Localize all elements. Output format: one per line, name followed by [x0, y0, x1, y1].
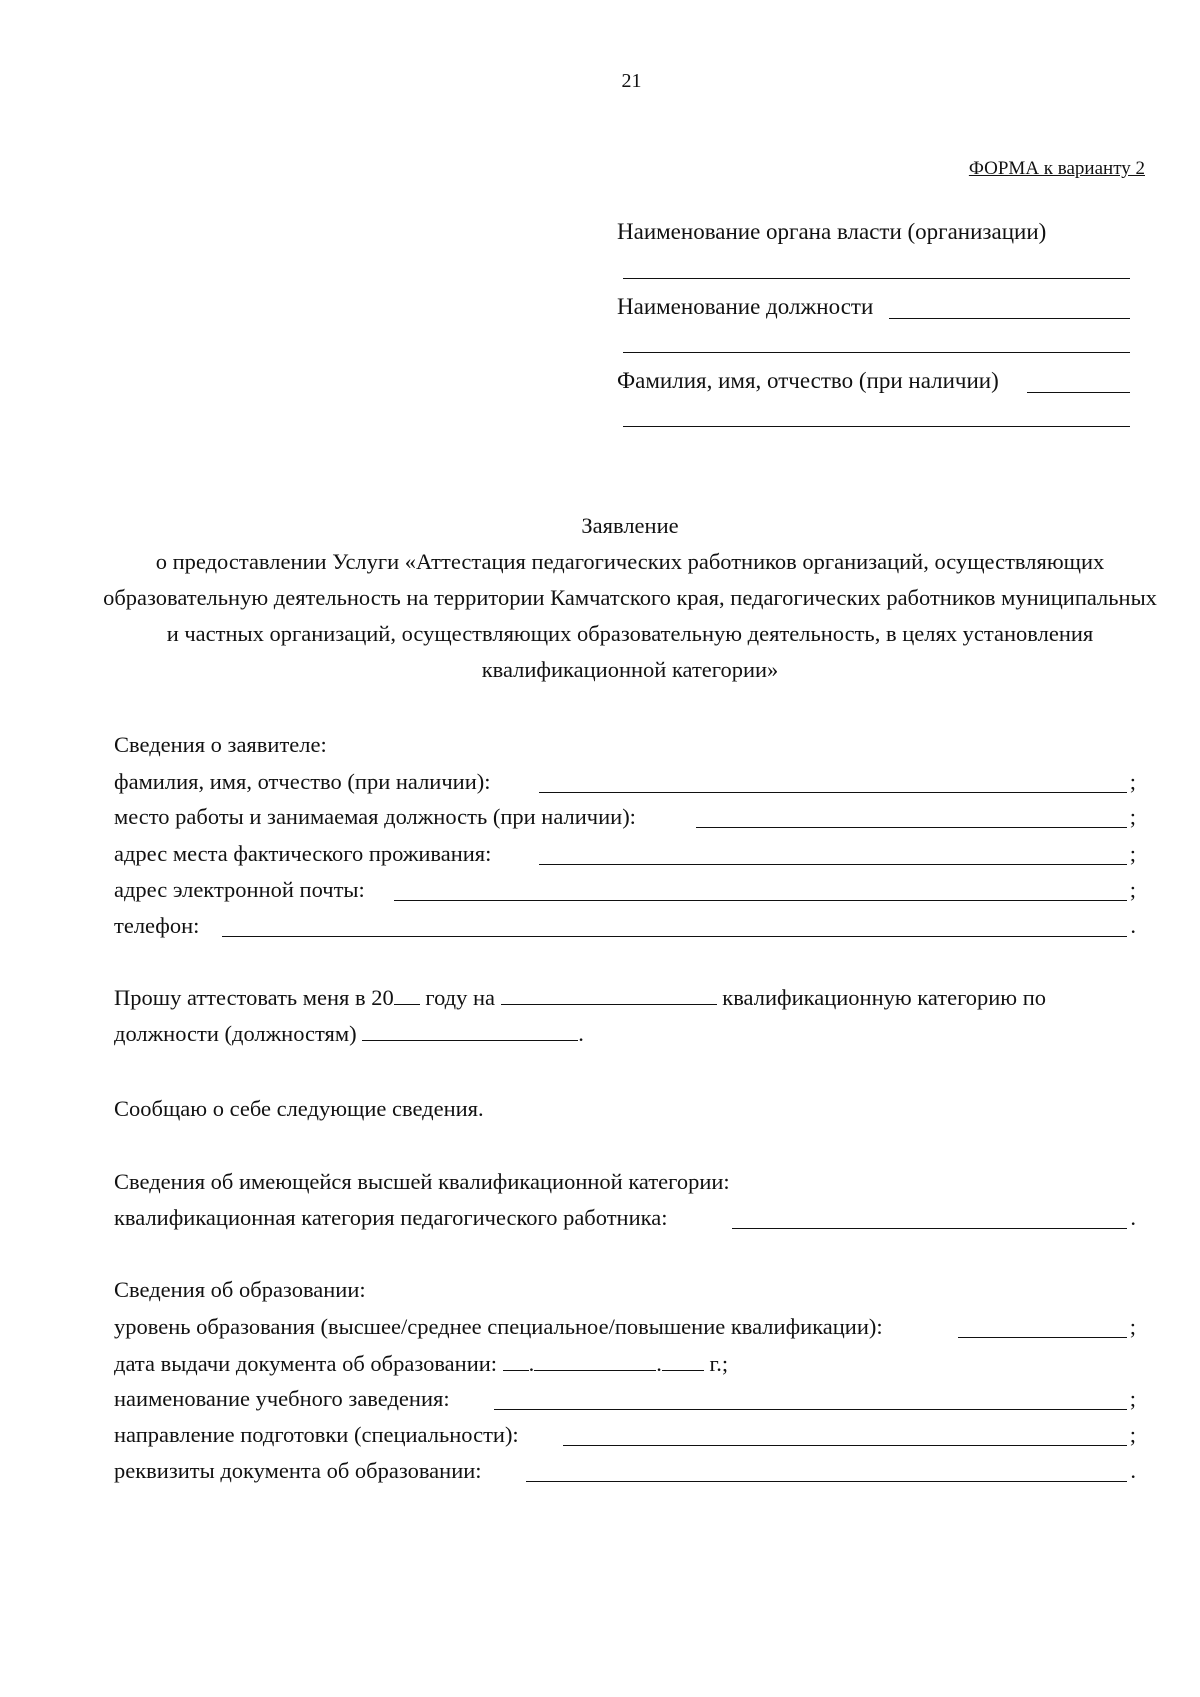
institution-field[interactable] [494, 1409, 1127, 1410]
applicant-fio-row [114, 767, 1136, 797]
direction-row [114, 1420, 1136, 1450]
semicolon: ; [1129, 1386, 1136, 1411]
applicant-fio-label: фамилия, имя, отчество (при наличии): [114, 769, 491, 794]
education-date-row [114, 1348, 728, 1379]
period: . [1130, 1458, 1136, 1483]
document-label: реквизиты документа об образовании: [114, 1458, 482, 1483]
position-field-2[interactable] [617, 326, 1130, 356]
applicant-phone-row [114, 911, 1136, 941]
education-level-row [114, 1312, 1136, 1342]
applicant-work-field[interactable] [696, 827, 1127, 828]
semicolon: ; [1129, 1422, 1136, 1447]
applicant-email-field[interactable] [394, 900, 1127, 901]
request-text-5: . [578, 1021, 584, 1046]
position-label: Наименование должности [617, 294, 874, 319]
request-line-2 [114, 1018, 584, 1049]
category-field[interactable] [732, 1228, 1127, 1229]
date-year-field[interactable] [662, 1348, 704, 1371]
direction-field[interactable] [563, 1445, 1127, 1446]
org-name-label: Наименование органа власти (организации) [617, 219, 1047, 244]
period: . [1130, 1205, 1136, 1230]
education-level-label: уровень образования (высшее/среднее специальное/повышение квалификации): [114, 1314, 883, 1339]
category-heading: Сведения об имеющейся высшей квалификационной категории: [114, 1169, 730, 1194]
applicant-fio-field[interactable] [539, 792, 1127, 793]
institution-row [114, 1384, 1136, 1414]
positions-field[interactable] [362, 1018, 578, 1041]
applicant-work-row [114, 802, 1136, 832]
org-name-line [617, 217, 1130, 247]
form-variant-label: ФОРМА к варианту 2 [968, 158, 1145, 179]
semicolon: ; [1129, 804, 1136, 829]
semicolon: ; [1129, 1314, 1136, 1339]
semicolon: ; [1129, 769, 1136, 794]
category-label: квалификационная категория педагогического работника: [114, 1205, 668, 1230]
semicolon: ; [1129, 877, 1136, 902]
page-number: 21 [621, 70, 642, 92]
applicant-work-label: место работы и занимаемая должность (при наличии): [114, 804, 636, 829]
semicolon: ; [1129, 841, 1136, 866]
request-text-1: Прошу аттестовать меня в 20 [114, 985, 394, 1010]
document-field[interactable] [526, 1481, 1127, 1482]
request-text-4: должности (должностям) [114, 1021, 363, 1046]
date-month-field[interactable] [534, 1348, 656, 1371]
education-level-field[interactable] [958, 1337, 1127, 1338]
request-text-2: году на [419, 985, 501, 1010]
education-heading: Сведения об образовании: [114, 1277, 366, 1302]
applicant-phone-label: телефон: [114, 913, 200, 938]
year-field[interactable] [394, 982, 420, 1005]
fio-field[interactable] [1027, 392, 1130, 393]
category-request-field[interactable] [501, 982, 717, 1005]
education-date-label: дата выдачи документа об образовании: [114, 1351, 503, 1376]
date-suffix: г.; [703, 1351, 729, 1376]
request-line-1 [114, 982, 1046, 1013]
applicant-address-field[interactable] [539, 864, 1127, 865]
applicant-heading: Сведения о заявителе: [114, 732, 327, 757]
fio-label: Фамилия, имя, отчество (при наличии) [617, 368, 999, 393]
date-day-field[interactable] [503, 1348, 529, 1371]
org-name-field[interactable] [617, 252, 1130, 282]
fio-line [617, 366, 1130, 396]
institution-label: наименование учебного заведения: [114, 1386, 450, 1411]
position-field[interactable] [889, 318, 1130, 319]
document-title: Заявление [581, 513, 679, 538]
date-dot: . [656, 1351, 662, 1376]
applicant-email-label: адрес электронной почты: [114, 877, 365, 902]
request-text-3: квалификационную категорию по [716, 985, 1047, 1010]
applicant-email-row [114, 875, 1136, 905]
applicant-phone-field[interactable] [222, 936, 1127, 937]
document-title-block [100, 508, 1160, 688]
direction-label: направление подготовки (специальности): [114, 1422, 519, 1447]
document-row [114, 1456, 1136, 1486]
self-info-text: Сообщаю о себе следующие сведения. [114, 1096, 484, 1121]
category-row [114, 1203, 1136, 1233]
applicant-address-label: адрес места фактического проживания: [114, 841, 492, 866]
position-line [617, 292, 1130, 322]
fio-field-2[interactable] [617, 400, 1130, 430]
date-dot: . [528, 1351, 535, 1376]
document-subtitle: о предоставлении Услуги «Аттестация педагогических работников организаций, осуществляющих образовательную деятельность на территории Камчатского края, педагогических работников муниципальных и частных организаций, осуществляющих образовательную деятельность, в целях установления квалификационной категории» [103, 549, 1157, 682]
period: . [1130, 913, 1136, 938]
applicant-address-row [114, 839, 1136, 869]
